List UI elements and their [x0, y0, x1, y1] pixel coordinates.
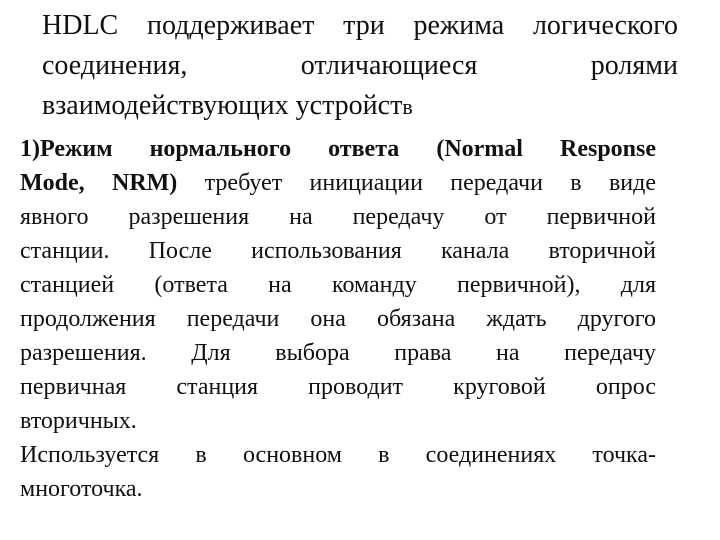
- title-line-3: [42, 86, 678, 127]
- title-line-3-text: взаимодействующих устройст: [42, 90, 403, 121]
- title-line-3-tail: в: [402, 94, 413, 119]
- body-line-1: [20, 132, 656, 166]
- body-line-5: станцией (ответа на команду первичной), для: [20, 272, 656, 298]
- slide-title: [42, 6, 678, 127]
- body-line-2-rest: требует инициации передачи в виде: [177, 170, 656, 196]
- title-line-2: соединения, отличающиеся ролями: [42, 50, 678, 81]
- body-text: [20, 132, 656, 506]
- body-line-2: [20, 166, 656, 200]
- body-line-7: разрешения. Для выбора права на передачу: [20, 340, 656, 366]
- nrm-abbrev: Mode, NRM): [20, 170, 178, 196]
- body-line-10: Используется в основном в соединениях точка-: [20, 442, 656, 468]
- body-line-6: продолжения передачи она обязана ждать другого: [20, 306, 656, 332]
- title-line-1: HDLC поддерживает три режима логического: [42, 10, 678, 41]
- body-line-8: первичная станция проводит круговой опрос: [20, 374, 656, 400]
- body-line-11: многоточка.: [20, 476, 143, 502]
- body-line-3: явного разрешения на передачу от первичной: [20, 204, 656, 230]
- nrm-heading: 1)Режим нормального ответа (Normal Response: [20, 136, 656, 162]
- body-line-4: станции. После использования канала вторичной: [20, 238, 656, 264]
- body-line-9: вторичных.: [20, 408, 137, 434]
